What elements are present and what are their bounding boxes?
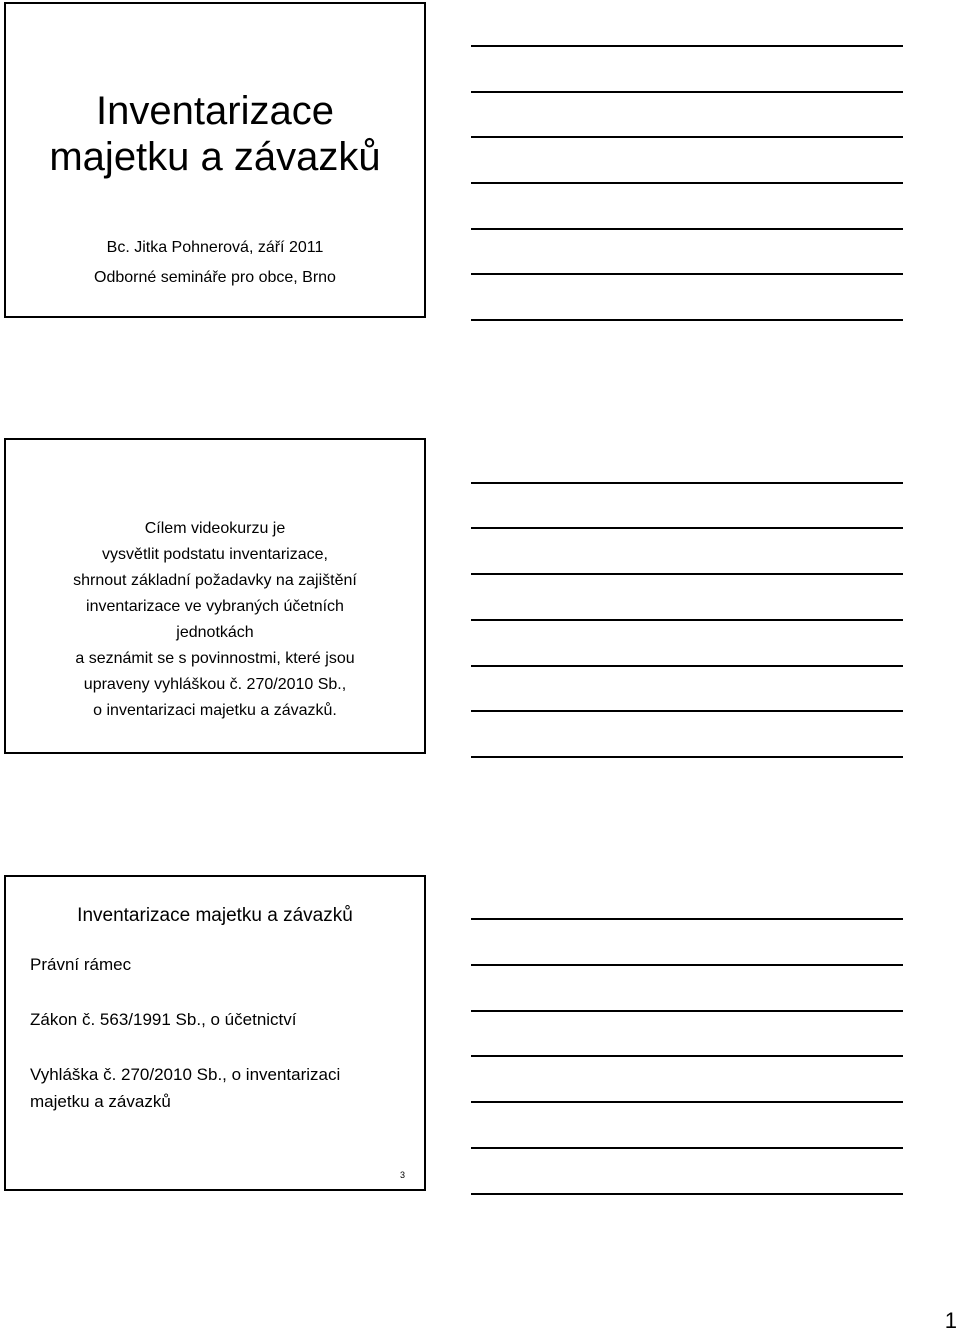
note-line	[471, 964, 903, 966]
slide-3	[4, 875, 426, 1191]
slide-1-title-line-1: Inventarizace	[96, 89, 334, 133]
note-line	[471, 273, 903, 275]
slide-2	[4, 438, 426, 754]
slide-2-line: o inventarizaci majetku a závazků.	[93, 702, 337, 719]
note-line	[471, 756, 903, 758]
slide-3-item-accounting-act: Zákon č. 563/1991 Sb., o účetnictví	[30, 1010, 297, 1029]
note-line	[471, 619, 903, 621]
note-line	[471, 665, 903, 667]
slide-1-title-line-2: majetku a závazků	[49, 135, 381, 179]
note-line	[471, 228, 903, 230]
slide-2-line: jednotkách	[176, 624, 254, 641]
note-line	[471, 918, 903, 920]
note-line	[471, 1101, 903, 1103]
slide-1	[4, 2, 426, 318]
slide-3-title: Inventarizace majetku a závazků	[77, 905, 353, 926]
note-line	[471, 319, 903, 321]
note-line	[471, 482, 903, 484]
note-line	[471, 182, 903, 184]
slide-2-line: a seznámit se s povinnostmi, které jsou	[75, 650, 355, 667]
slide-2-line: Cílem videokurzu je	[144, 520, 286, 537]
slide-1-title	[6, 88, 424, 180]
slide-3-item-legal-framework: Právní rámec	[30, 955, 132, 974]
note-line	[471, 136, 903, 138]
slide-2-line: inventarizace ve vybraných účetních	[86, 598, 344, 615]
slide-1-author: Bc. Jitka Pohnerová, září 2011	[106, 239, 324, 256]
note-line	[471, 573, 903, 575]
slide-2-line: shrnout základní požadavky na zajištění	[73, 572, 357, 589]
slide-3-number: 3	[400, 1170, 406, 1180]
slide-1-subtitle	[6, 233, 424, 293]
note-line	[471, 710, 903, 712]
slide-2-body	[6, 516, 424, 724]
note-line	[471, 527, 903, 529]
note-line	[471, 91, 903, 93]
slide-3-decree-line-2: majetku a závazků	[30, 1092, 171, 1111]
slide-1-event: Odborné semináře pro obce, Brno	[94, 269, 336, 286]
note-line	[471, 1193, 903, 1195]
note-line	[471, 1147, 903, 1149]
page-number: 1	[944, 1308, 957, 1333]
slide-3-decree-line-1: Vyhláška č. 270/2010 Sb., o inventarizaci	[30, 1065, 341, 1084]
note-line	[471, 1055, 903, 1057]
note-line	[471, 45, 903, 47]
note-line	[471, 1010, 903, 1012]
slide-2-line: upraveny vyhláškou č. 270/2010 Sb.,	[83, 676, 347, 693]
slide-3-item-decree	[30, 1061, 414, 1115]
slide-2-line: vysvětlit podstatu inventarizace,	[102, 546, 328, 563]
